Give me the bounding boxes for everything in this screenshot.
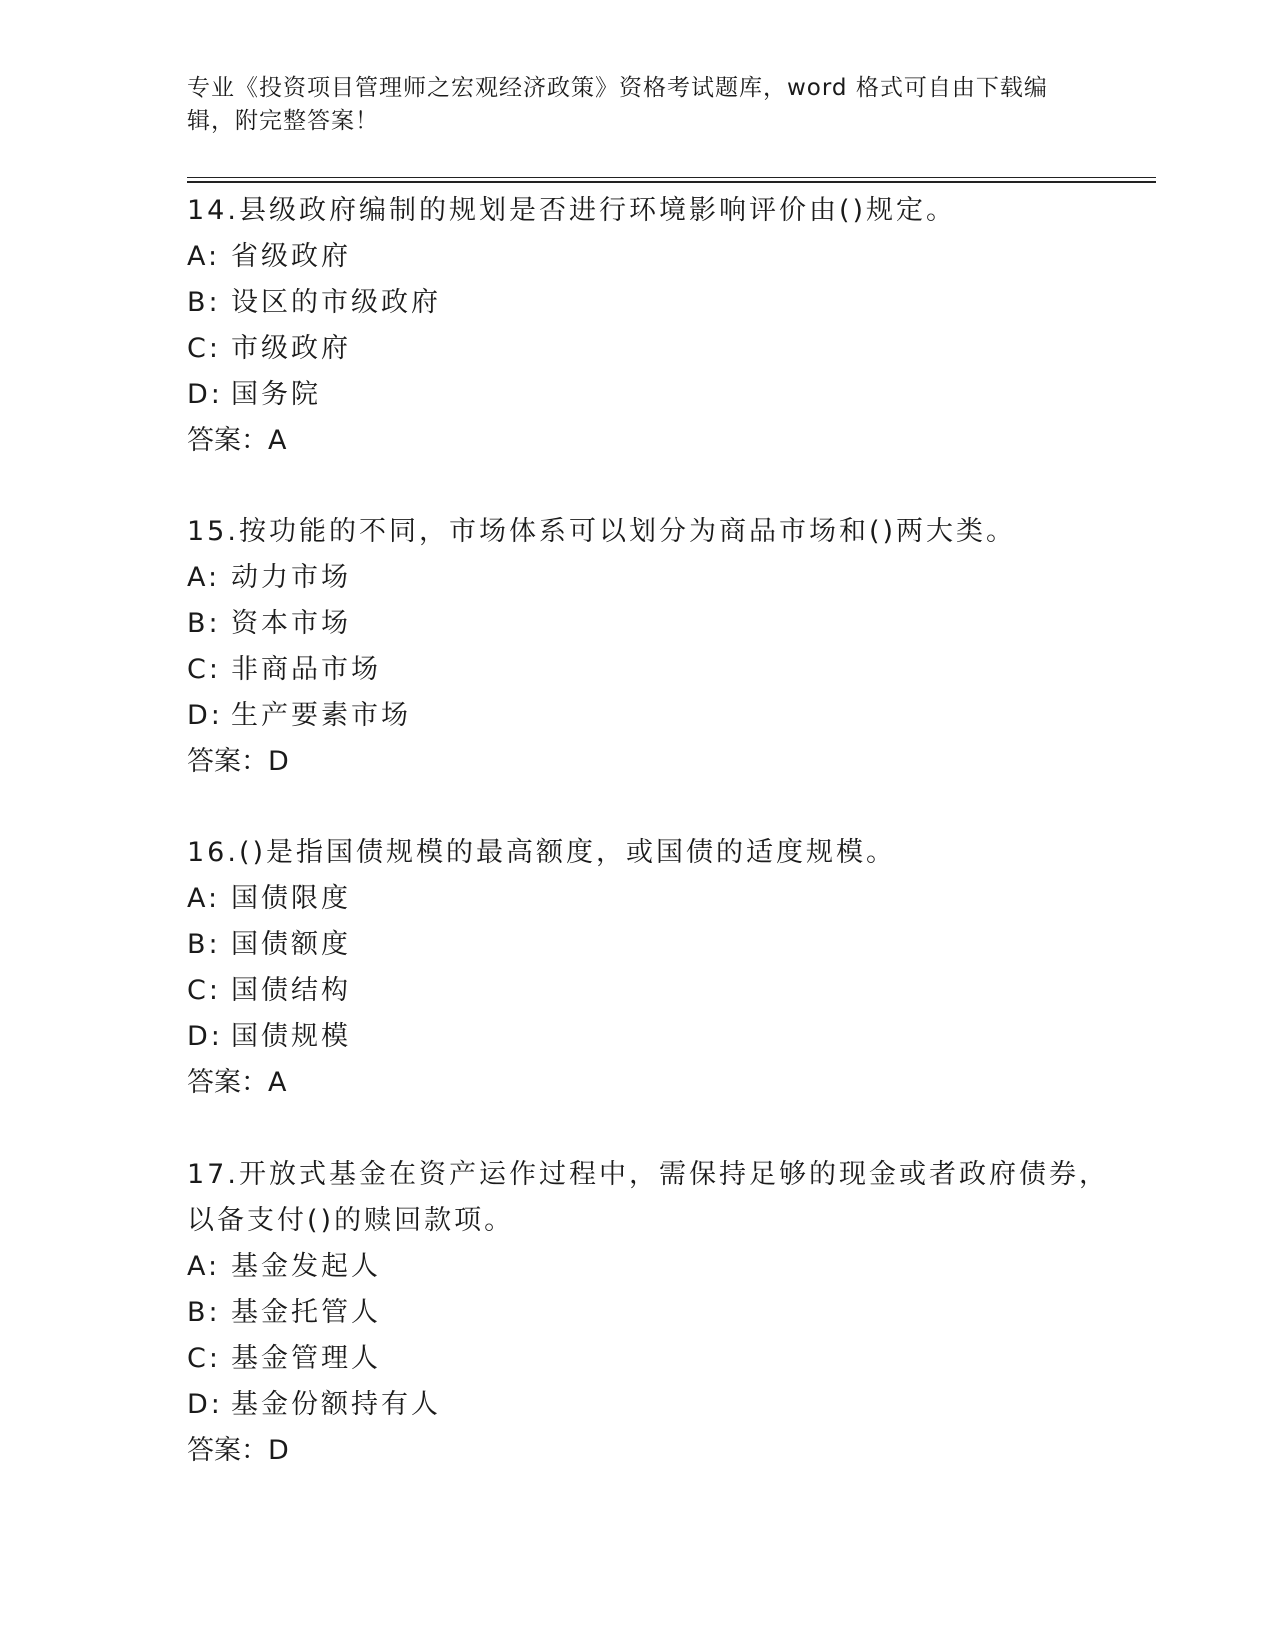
option-letter: A: xyxy=(187,562,221,593)
answer-label: 答案： xyxy=(187,746,268,777)
answer xyxy=(187,739,1087,785)
option-text: 国债额度 xyxy=(231,929,351,960)
question-14 xyxy=(187,188,1087,464)
answer xyxy=(187,1428,1087,1474)
option-text: 国务院 xyxy=(231,379,321,410)
question-stem: 16.()是指国债规模的最高额度，或国债的适度规模。 xyxy=(187,837,897,868)
answer-label: 答案： xyxy=(187,425,268,456)
header-divider-thin xyxy=(187,177,1156,178)
option-d xyxy=(187,1014,1087,1060)
document-header xyxy=(187,72,1067,138)
option-text: 非商品市场 xyxy=(231,654,381,685)
option-d xyxy=(187,693,1087,739)
option-letter: C: xyxy=(187,1343,221,1374)
option-letter: B: xyxy=(187,608,221,639)
header-line-1: 专业《投资项目管理师之宏观经济政策》资格考试题库，word 格式可自由下载编 xyxy=(187,75,1048,101)
option-text: 设区的市级政府 xyxy=(231,287,441,318)
option-text: 基金托管人 xyxy=(231,1297,381,1328)
option-text: 国债结构 xyxy=(231,975,351,1006)
option-text: 省级政府 xyxy=(231,241,351,272)
option-b xyxy=(187,280,1087,326)
option-text: 生产要素市场 xyxy=(231,700,411,731)
answer-value: A xyxy=(268,1067,288,1098)
option-c xyxy=(187,326,1087,372)
option-b xyxy=(187,1290,1087,1336)
option-letter: B: xyxy=(187,287,221,318)
answer-value: A xyxy=(268,425,288,456)
answer-value: D xyxy=(268,746,290,777)
option-letter: D: xyxy=(187,1021,223,1052)
header-divider-thick xyxy=(187,181,1156,183)
answer-value: D xyxy=(268,1435,290,1466)
option-a xyxy=(187,1244,1087,1290)
option-letter: A: xyxy=(187,241,221,272)
option-a xyxy=(187,234,1087,280)
option-text: 动力市场 xyxy=(231,562,351,593)
question-16 xyxy=(187,830,1087,1106)
option-letter: C: xyxy=(187,975,221,1006)
option-text: 基金管理人 xyxy=(231,1343,381,1374)
option-text: 基金发起人 xyxy=(231,1251,381,1282)
option-b xyxy=(187,601,1087,647)
option-letter: D: xyxy=(187,700,223,731)
answer-label: 答案： xyxy=(187,1435,268,1466)
option-letter: C: xyxy=(187,333,221,364)
option-a xyxy=(187,876,1087,922)
option-text: 基金份额持有人 xyxy=(231,1389,441,1420)
option-c xyxy=(187,1336,1087,1382)
option-b xyxy=(187,922,1087,968)
option-letter: B: xyxy=(187,929,221,960)
answer xyxy=(187,1060,1087,1106)
answer-label: 答案： xyxy=(187,1067,268,1098)
option-c xyxy=(187,647,1087,693)
option-text: 国债规模 xyxy=(231,1021,351,1052)
option-letter: B: xyxy=(187,1297,221,1328)
option-letter: A: xyxy=(187,1251,221,1282)
option-text: 资本市场 xyxy=(231,608,351,639)
option-text: 市级政府 xyxy=(231,333,351,364)
option-letter: A: xyxy=(187,883,221,914)
question-stem: 17.开放式基金在资产运作过程中，需保持足够的现金或者政府债券， xyxy=(187,1159,1109,1190)
option-c xyxy=(187,968,1087,1014)
question-stem: 15.按功能的不同，市场体系可以划分为商品市场和()两大类。 xyxy=(187,516,1017,547)
option-d xyxy=(187,372,1087,418)
option-d xyxy=(187,1382,1087,1428)
option-letter: D: xyxy=(187,379,223,410)
question-stem: 14.县级政府编制的规划是否进行环境影响评价由()规定。 xyxy=(187,195,957,226)
question-stem-continued: 以备支付()的赎回款项。 xyxy=(187,1205,515,1236)
option-text: 国债限度 xyxy=(231,883,351,914)
answer xyxy=(187,418,1087,464)
option-a xyxy=(187,555,1087,601)
option-letter: C: xyxy=(187,654,221,685)
question-17 xyxy=(187,1152,1109,1474)
header-line-2: 辑，附完整答案！ xyxy=(187,108,379,134)
question-15 xyxy=(187,509,1087,785)
option-letter: D: xyxy=(187,1389,223,1420)
